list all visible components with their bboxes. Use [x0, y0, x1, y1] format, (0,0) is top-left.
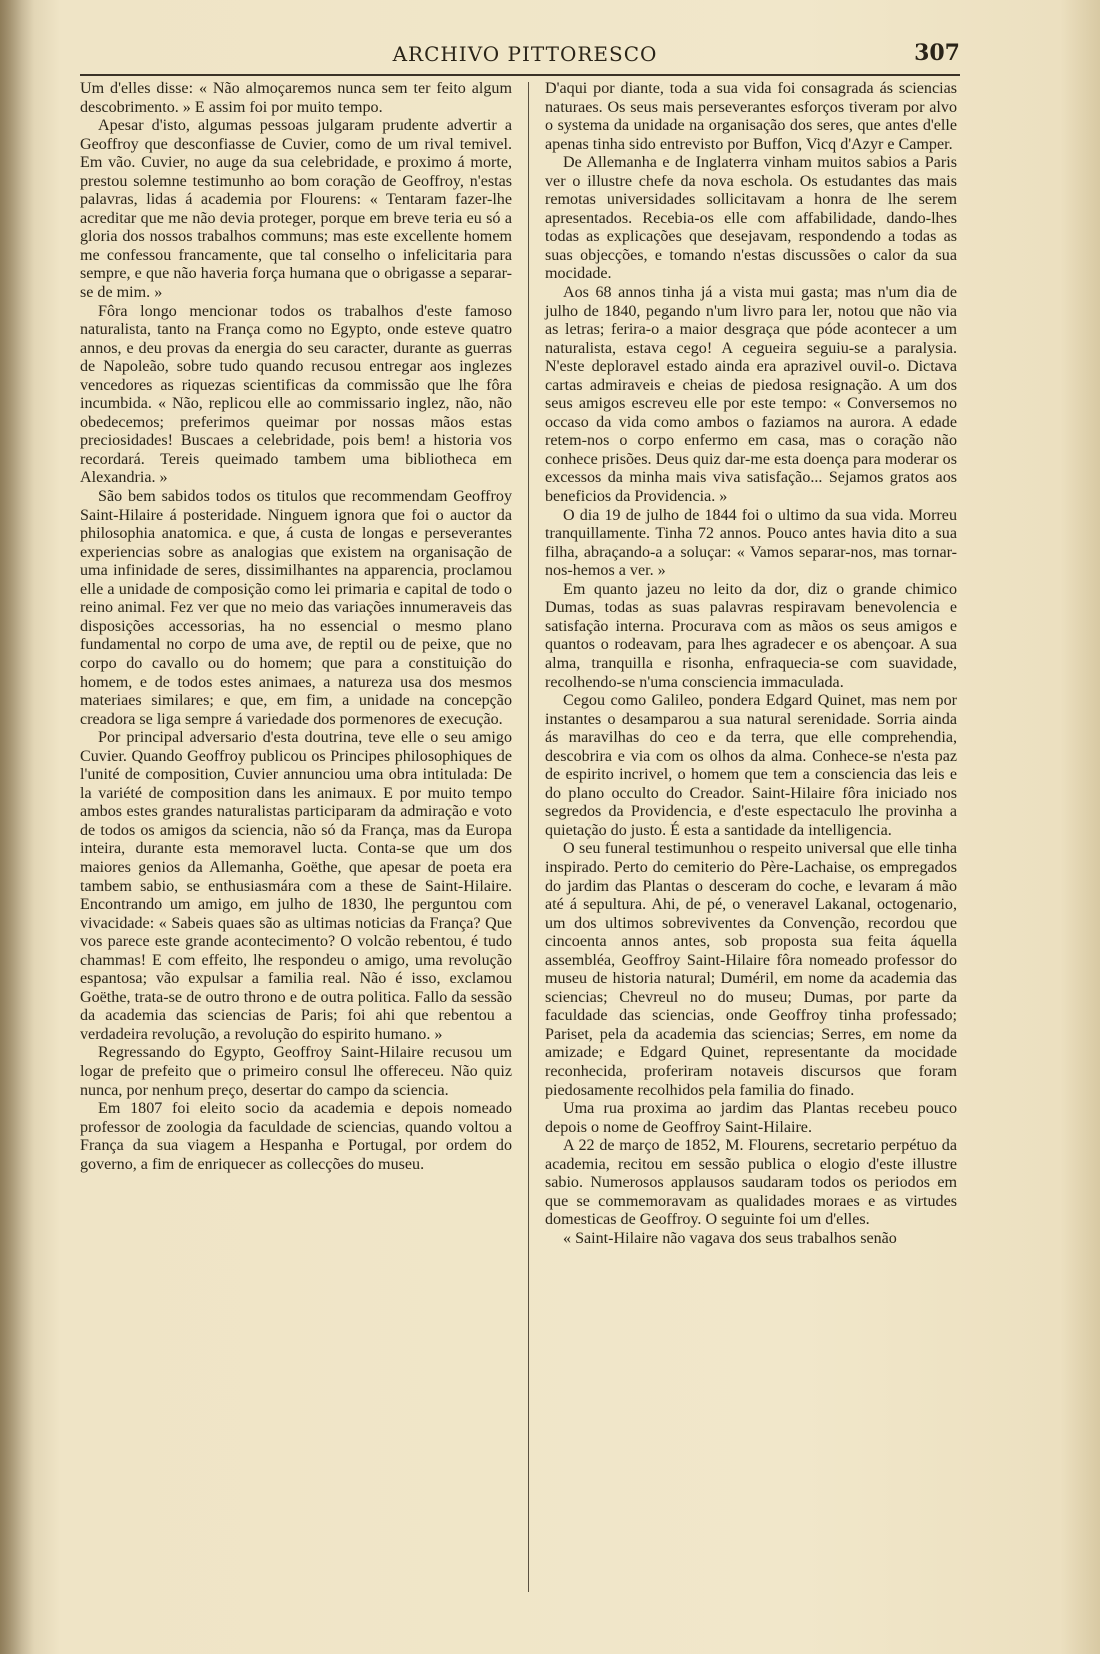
right-column: [545, 80, 957, 1248]
binding-shadow: [0, 0, 34, 1654]
journal-title: ARCHIVO PITTORESCO: [392, 42, 658, 66]
paragraph: Cegou como Galileo, pondera Edgard Quinet, mas nem por instantes o desamparou a sua natural serenidade. Sorria ainda ás maravilhas do ceo e da terra, que elle comprehendia, descobrira e via com os olhos da alma. Conhece-se n'esta paz de espirito incrivel, o homem que tem a consciencia das leis e do plano occulto do Creador. Saint-Hilaire fôra iniciado nos segredos da Providencia, e d'este espectaculo lhe provinha a quietação do justo. É esta a santidade da intelligencia.: [545, 692, 957, 839]
paragraph: Por principal adversario d'esta doutrina, teve elle o seu amigo Cuvier. Quando Geoffroy publicou os Principes philosophiques de l'unité de composition, Cuvier annunciou uma obra intitulada: De la variété de composition dans les animaux. E por muito tempo ambos estes grandes naturalistas participaram da admiração e voto de todos os amigos da sciencia, não só da França, mas da Europa inteira, durante esta memoravel lucta. Conta-se que um dos maiores genios da Allemanha, Goëthe, que apesar de poeta era tambem sabio, se enthusiasmára com a these de Saint-Hilaire. Encontrando um amigo, em julho de 1830, lhe perguntou com vivacidade: « Sabeis quaes são as ultimas noticias da França? Que vos parece este grande acontecimento? O volcão rebentou, é tudo chammas! E com effeito, lhe respondeu o amigo, uma revolução espantosa; vão expulsar a familia real. Não é isso, exclamou Goëthe, trata-se de outro throno e de outra politica. Fallo da sessão da academia das sciencias de Paris; foi ahi que rebentou a verdadeira revolução, a revolução do espirito humano. »: [80, 729, 512, 1043]
paragraph: Aos 68 annos tinha já a vista mui gasta; mas n'um dia de julho de 1840, pegando n'um livro para ler, notou que não via as letras; ferira-o a maior desgraça que póde acontecer a um naturalista, estava cego! A cegueira seguiu-se a paralysia. N'este deploravel estado ainda era aprazivel ouvil-o. Dictava cartas admiraveis e cheias de piedosa resignação. A um dos seus amigos escreveu elle por este tempo: « Conversemos no occaso da vida como ambos o faziamos na aurora. A edade retem-nos o corpo enfermo em casa, mas o coração não conhece prisões. Deus quiz dar-me esta doença para moderar os excessos da minha mais viva satisfação... Sejamos gratos aos beneficios da Providencia. »: [545, 284, 957, 506]
paragraph: Apesar d'isto, algumas pessoas julgaram prudente advertir a Geoffroy que desconfiasse de Cuvier, como de um rival temivel. Em vão. Cuvier, no auge da sua celebridade, e proximo á morte, prestou solemne testimunho ao bom coração de Geoffroy, n'estas palavras, lidas á academia por Flourens: « Tentaram fazer-lhe acreditar que me não devia proteger, porque em breve teria eu só a gloria dos nossos trabalhos communs; mas este excellente homem me confessou francamente, que tal conselho o infelicitaria para sempre, e que não haveria força humana que o obrigasse a separar-se de mim. »: [80, 117, 512, 302]
paragraph: Fôra longo mencionar todos os trabalhos d'este famoso naturalista, tanto na França como no Egypto, onde esteve quatro annos, e deu provas da energia do seu caracter, durante as guerras de Napoleão, sobre tudo quando recusou entregar aos inglezes vencedores as riquezas scientificas da commissão que lhe fôra incumbida. « Não, replicou elle ao commissario inglez, não, não obedecemos; preferimos queimar por nossas mãos estas preciosidades! Buscaes a celebridade, pois bem! a historia vos recordará. Tereis queimado tambem uma bibliotheca em Alexandria. »: [80, 302, 512, 487]
column-divider: [528, 82, 529, 1592]
paragraph: Em quanto jazeu no leito da dor, diz o grande chimico Dumas, todas as suas palavras respiravam benevolencia e satisfação interna. Procurava com as mãos os seus amigos e quantos o rodeavam, para lhes agradecer e os abençoar. A sua alma, tranquilla e risonha, enfraquecia-se com suavidade, recolhendo-se n'uma consciencia immaculada.: [545, 580, 957, 691]
running-header: [90, 38, 960, 72]
left-column: [80, 80, 512, 1174]
paragraph: O seu funeral testimunhou o respeito universal que elle tinha inspirado. Perto do cemiterio do Père-Lachaise, os empregados do jardim das Plantas o desceram do coche, e levaram á mão até á sepultura. Ahi, de pé, o veneravel Lakanal, octogenario, um dos ultimos sobreviventes da Convenção, recordou que cincoenta annos antes, sob proposta sua feita áquella assembléa, Geoffroy Saint-Hilaire fôra nomeado professor do museu de historia natural; Duméril, em nome da academia das sciencias; Chevreul no do museu; Dumas, por parte da faculdade das sciencias, onde Geoffroy tinha professado; Pariset, pela da academia das sciencias; Serres, em nome da amizade; e Edgard Quinet, representante da mocidade reconhecida, proferiram notaveis discursos que foram piedosamente recolhidos pela familia do finado.: [545, 840, 957, 1099]
paragraph: São bem sabidos todos os titulos que recommendam Geoffroy Saint-Hilaire á posteridade. Ninguem ignora que foi o auctor da philosophia anatomica. e que, á custa de longas e perseverantes experiencias sobre as analogias que existem na organisação de uma infinidade de seres, dissimilhantes na apparencia, proclamou elle a unidade de composição como lei primaria e capital de todo o reino animal. Fez ver que no meio das variações innumeraveis das disposições accessorias, ha no essencial o mesmo plano fundamental no corpo de uma ave, de reptil ou de peixe, que no corpo do cavallo ou do homem; que para a constituição do homem, e de todos estes animaes, a natureza usa dos mesmos materiaes similares; e que, em fim, a unidade na concepção creadora se liga sempre á variedade dos pormenores de execução.: [80, 488, 512, 728]
paragraph: Em 1807 foi eleito socio da academia e depois nomeado professor de zoologia da faculdade de sciencias, quando voltou a França da sua viagem a Hespanha e Portugal, por ordem do governo, a fim de enriquecer as collecções do museu.: [80, 1100, 512, 1173]
paragraph: Regressando do Egypto, Geoffroy Saint-Hilaire recusou um logar de prefeito que o primeiro consul lhe offereceu. Não quiz nunca, por nenhum preço, desertar do campo da sciencia.: [80, 1044, 512, 1099]
paragraph: De Allemanha e de Inglaterra vinham muitos sabios a Paris ver o illustre chefe da nova eschola. Os estudantes das mais remotas universidades sollicitavam a honra de lhe serem apresentados. Recebia-os elle com affabilidade, dando-lhes todas as explicações que desejavam, respondendo a todas as suas objecções, e tomando n'estas discussões o calor da sua mocidade.: [545, 154, 957, 283]
paragraph: O dia 19 de julho de 1844 foi o ultimo da sua vida. Morreu tranquillamente. Tinha 72 annos. Pouco antes havia dito a sua filha, abraçando-a a soluçar: « Vamos separar-nos, mas tornar-nos-hemos a ver. »: [545, 506, 957, 580]
paragraph: « Saint-Hilaire não vagava dos seus trabalhos senão: [563, 1229, 897, 1247]
paragraph: A 22 de março de 1852, M. Flourens, secretario perpétuo da academia, recitou em sessão publica o elogio d'este illustre sabio. Numerosos applausos saudaram todos os periodos em que se commemoravam as qualidades moraes e as virtudes domesticas de Geoffroy. O seguinte foi um d'elles.: [545, 1137, 957, 1229]
page-number: 307: [914, 40, 960, 66]
header-rule: [80, 74, 960, 76]
paragraph: Um d'elles disse: « Não almoçaremos nunca sem ter feito algum descobrimento. » E assim foi por muito tempo.: [80, 80, 512, 116]
paragraph: D'aqui por diante, toda a sua vida foi consagrada ás sciencias naturaes. Os seus mais perseverantes esforços tiveram por alvo o systema da unidade na organisação dos seres, que antes d'elle apenas tinha sido entrevisto por Buffon, Vicq d'Azyr e Camper.: [545, 80, 957, 153]
paragraph: Uma rua proxima ao jardim das Plantas recebeu pouco depois o nome de Geoffroy Saint-Hilaire.: [545, 1100, 957, 1136]
